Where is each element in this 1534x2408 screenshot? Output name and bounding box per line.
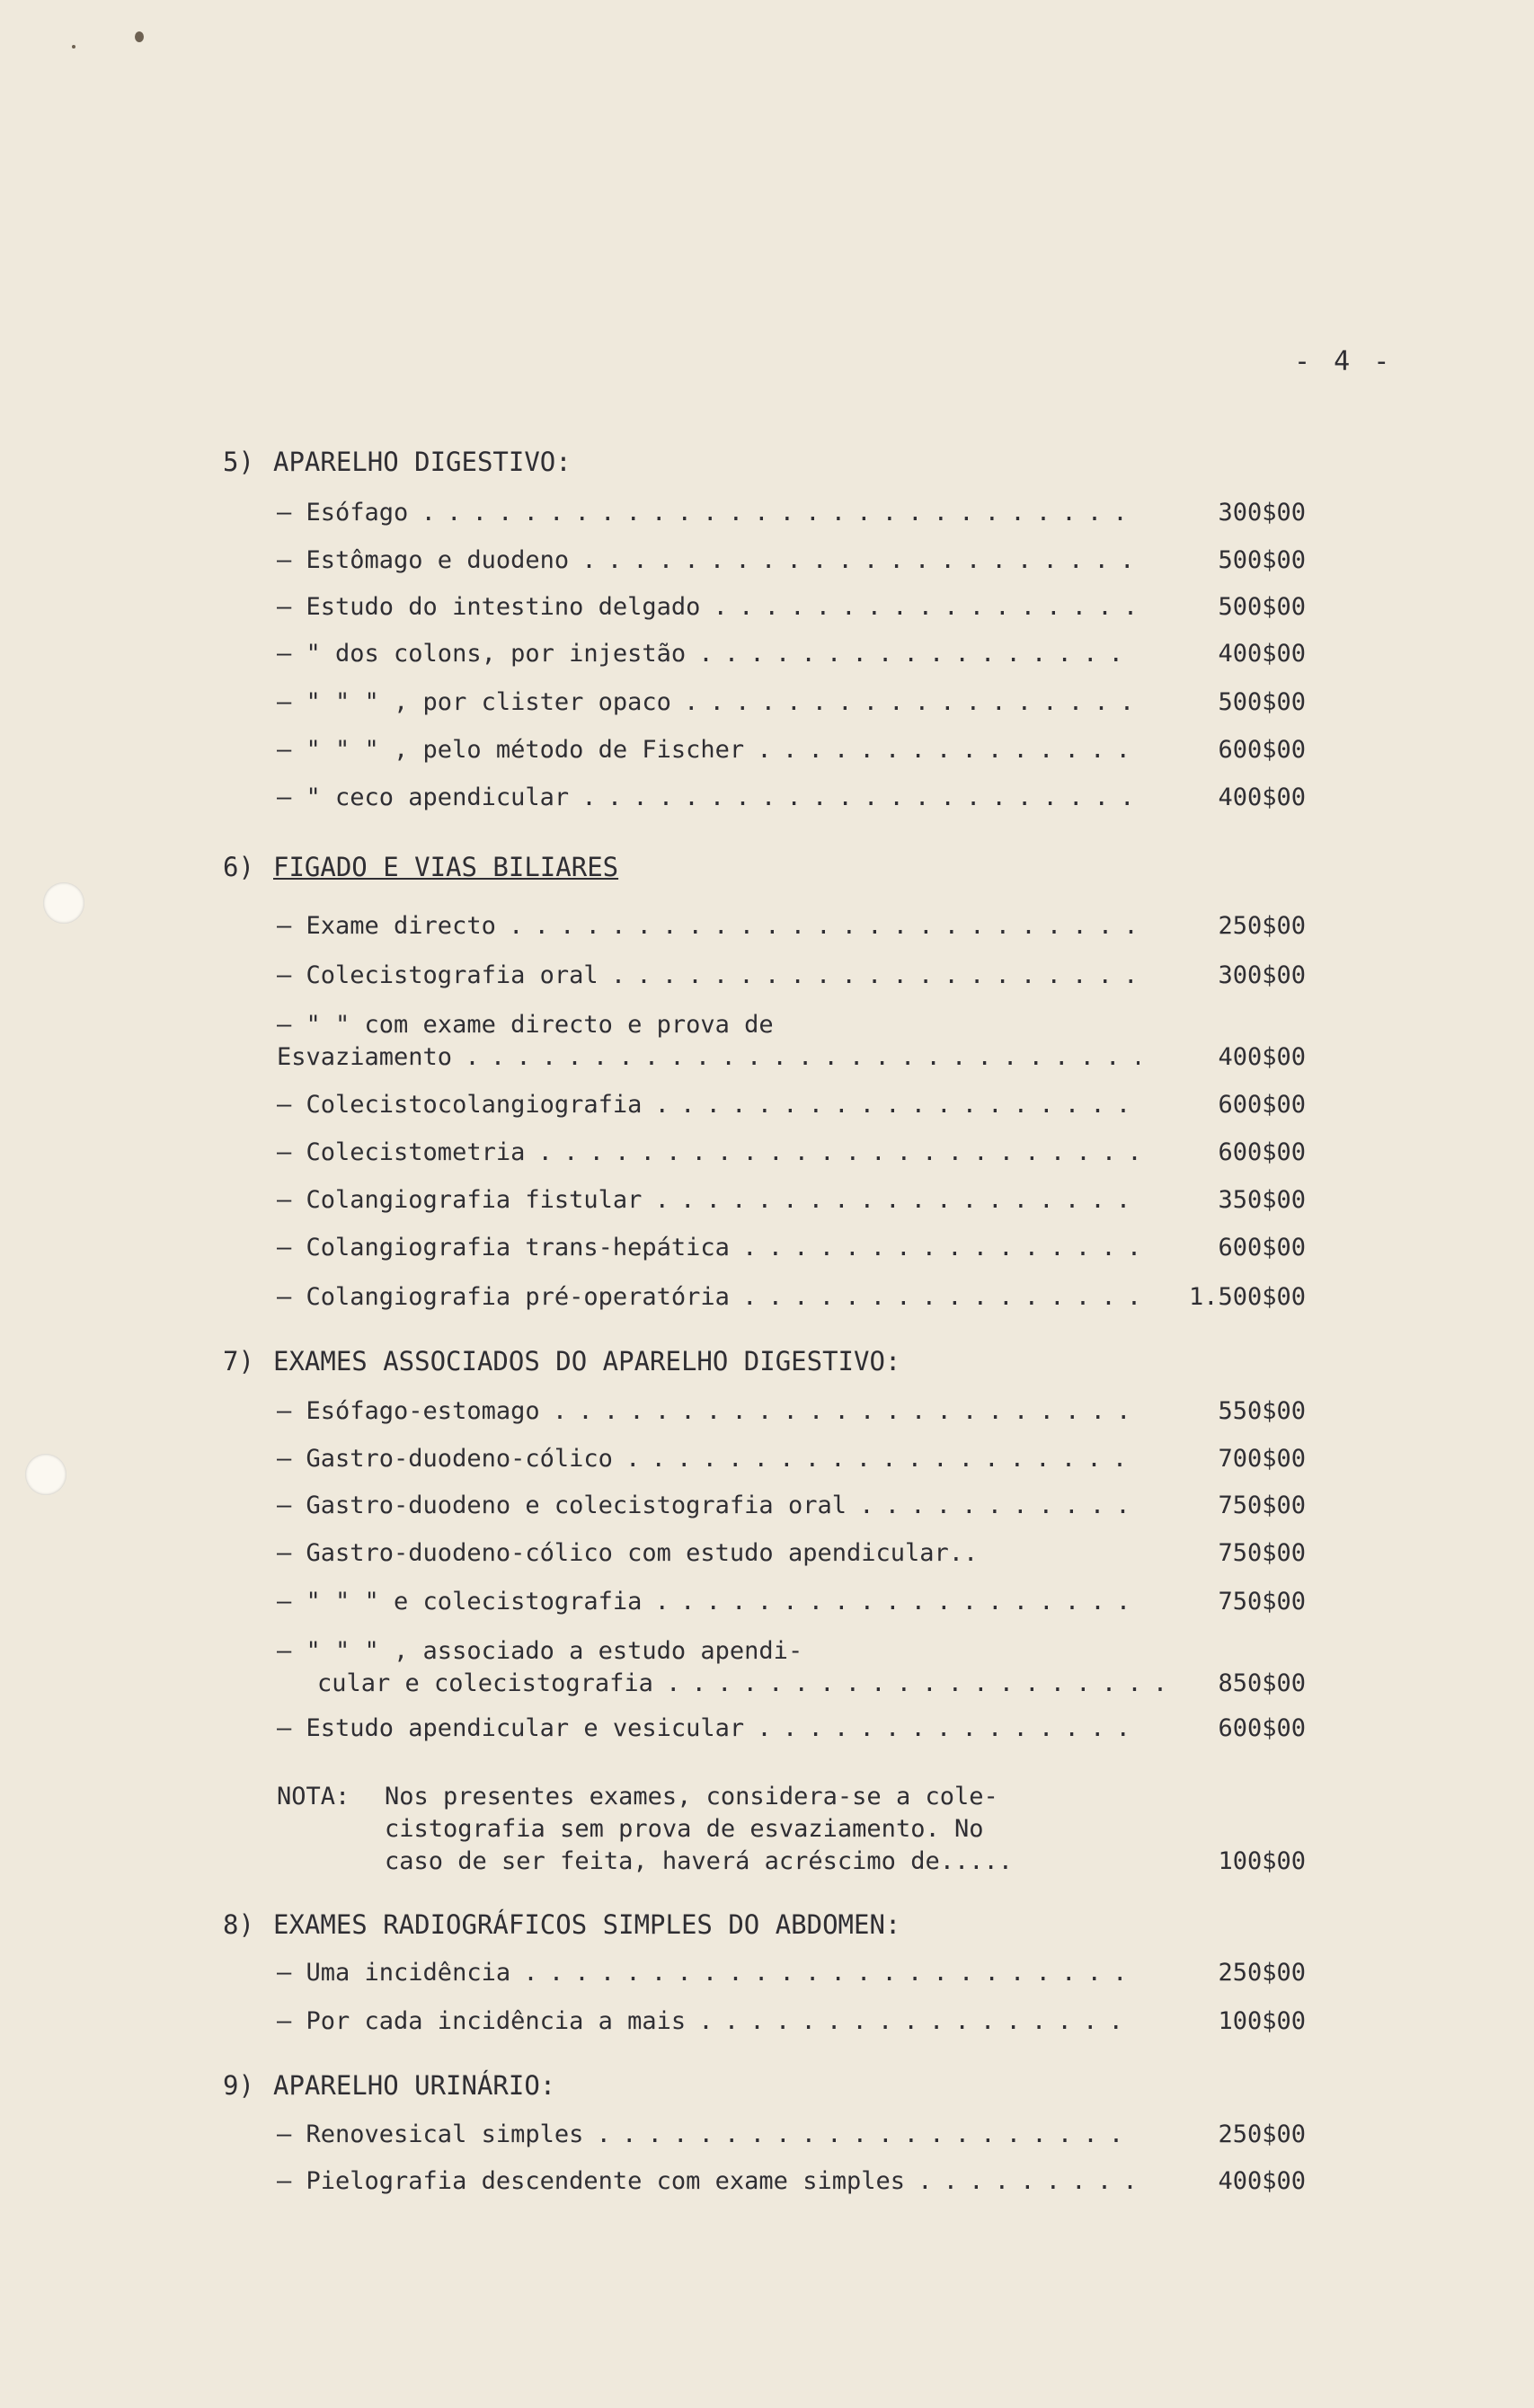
price-line: – " " " , associado a estudo apendi- [277,1637,803,1665]
section-heading: 9) APARELHO URINÁRIO: [223,2070,556,2101]
price-line: – " " " e colecistografia . . . 750$00 [277,1584,1306,1620]
price-line: – Colecistocolangiografia . . . 600$00 [277,1087,1306,1123]
section-heading: 7) EXAMES ASSOCIADOS DO APARELHO DIGESTIVO: [223,1346,901,1377]
ink-speck [135,31,144,42]
punch-hole [43,882,84,924]
price-line: – Colangiografia fistular . . . 350$00 [277,1182,1306,1218]
price-line: – " " com exame directo e prova de [277,1011,774,1039]
price-line: – " " " , pelo método de Fischer . . . 600$00 [277,732,1306,768]
price-line: – Gastro-duodeno e colecistografia oral . . . 750$00 [277,1488,1306,1524]
price-line: – Gastro-duodeno-cólico com estudo apendicular.. 750$00 [277,1539,1306,1567]
punch-hole [25,1454,67,1495]
price-line: – Uma incidência . . . 250$00 [277,1955,1306,1991]
price-line: – Pielografia descendente com exame simples . . . 400$00 [277,2164,1306,2200]
price-line: – Colecistografia oral . . . 300$00 [277,958,1306,994]
price-line: – " dos colons, por injestão . . . 400$00 [277,636,1306,672]
price-line: – Exame directo . . . 250$00 [277,908,1306,944]
price-line: – Estômago e duodeno . . . 500$00 [277,543,1306,579]
page-number: - 4 - [1294,346,1394,377]
price-line: Esvaziamento . . . 400$00 [277,1040,1306,1076]
price-line: – " " " , por clister opaco . . . 500$00 [277,685,1306,721]
note-price: 100$00 [1218,1847,1306,1875]
ink-speck [72,45,75,49]
price-line: – Renovesical simples . . . 250$00 [277,2117,1306,2153]
price-line: – Esófago . . . 300$00 [277,495,1306,531]
price-line: – Gastro-duodeno-cólico . . . 700$00 [277,1441,1306,1477]
price-line: – " ceco apendicular . . . 400$00 [277,780,1306,816]
note-block [277,1781,1306,1880]
section-heading: 5) APARELHO DIGESTIVO: [223,447,572,477]
note-text: Nos presentes exames, considera-se a cole- cistografia sem prova de esvaziamento. No caso de ser feita, haverá acréscimo de..... [385,1783,1013,1875]
price-line: – Colecistometria . . . 600$00 [277,1135,1306,1171]
price-line: cular e colecistografia . . . 850$00 [277,1666,1306,1702]
price-line: – Esófago-estomago . . . 550$00 [277,1394,1306,1430]
price-line: – Por cada incidência a mais . . . 100$00 [277,2004,1306,2040]
section-heading: 8) EXAMES RADIOGRÁFICOS SIMPLES DO ABDOMEN: [223,1909,901,1940]
section-heading: 6) FIGADO E VIAS BILIARES [223,852,619,882]
price-line: – Estudo apendicular e vesicular . . . 600$00 [277,1711,1306,1747]
price-line: – Colangiografia pré-operatória . . . 1.500$00 [277,1279,1306,1315]
note-label: NOTA: [277,1783,350,1810]
price-line: – Colangiografia trans-hepática . . . 600$00 [277,1230,1306,1266]
price-line: – Estudo do intestino delgado . . . 500$00 [277,589,1306,625]
